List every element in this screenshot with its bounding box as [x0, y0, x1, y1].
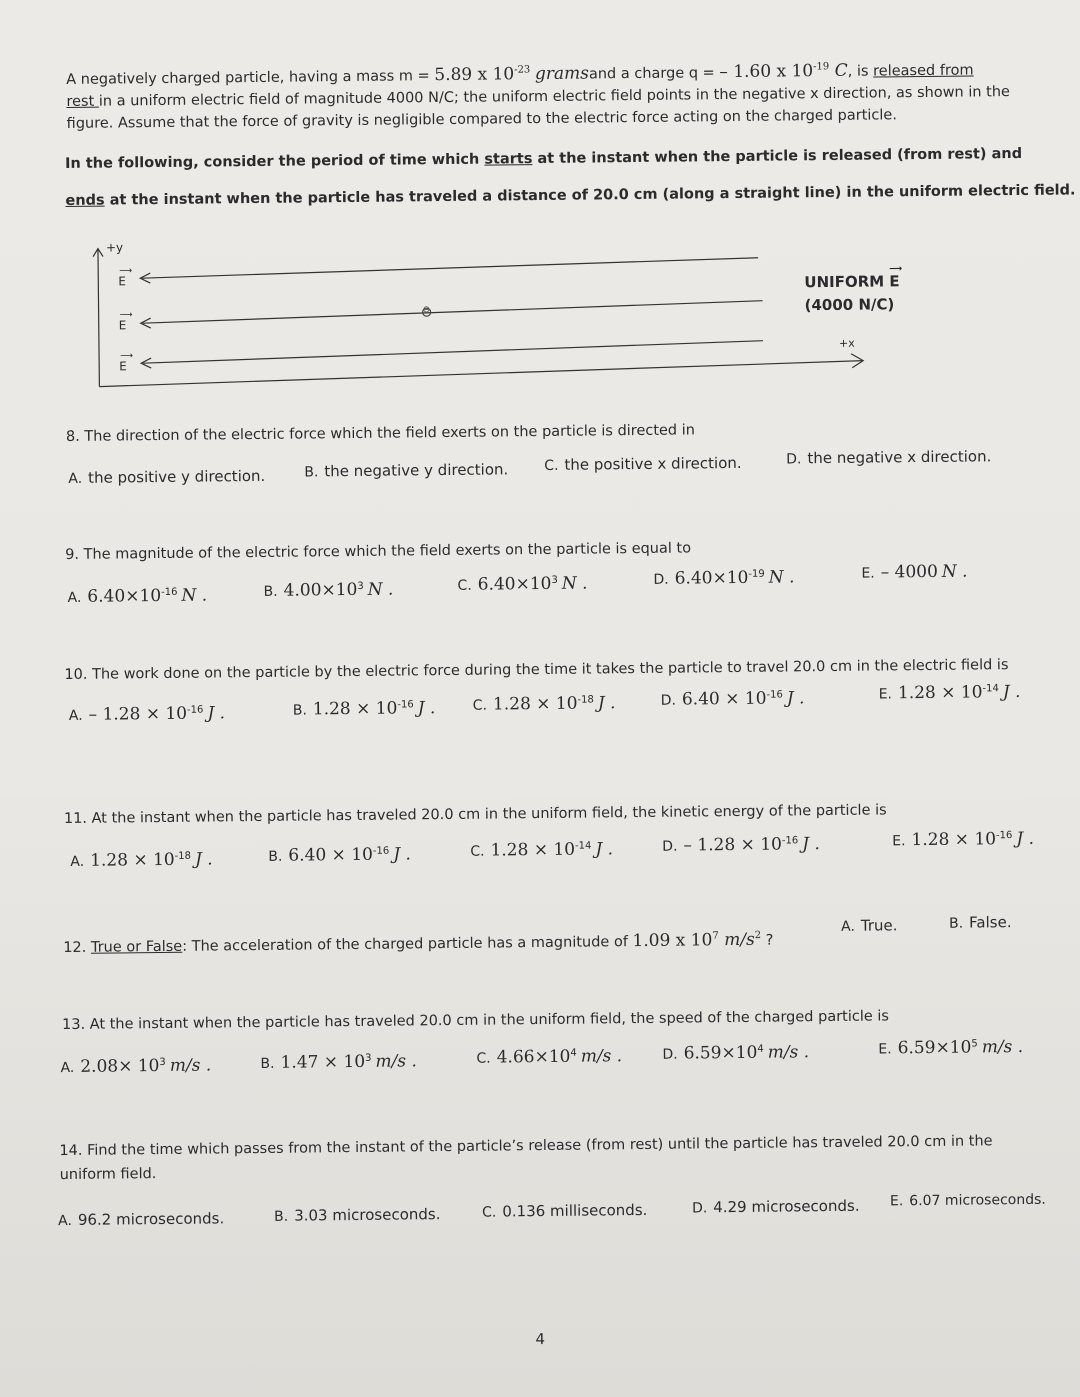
- q14-a-text: 96.2 microseconds.: [77, 1209, 225, 1229]
- field-vector-arrow-2: ⟶: [119, 310, 133, 321]
- q10-a-exponent: -16: [186, 704, 204, 716]
- q10-c-unit: J .: [597, 693, 616, 714]
- q11-a-value: 1.28 × 10: [90, 849, 175, 871]
- q12-question-mark: ?: [761, 932, 774, 949]
- q8-label-b: B.: [304, 464, 319, 481]
- mass-unit: [535, 63, 589, 84]
- q11-c-unit: J .: [595, 839, 614, 860]
- q14-label-b: B.: [274, 1208, 289, 1225]
- q11-label-a: A.: [70, 853, 85, 870]
- q12-choice-b[interactable]: [949, 913, 1012, 932]
- q9-c-value: 6.40×10: [477, 573, 552, 595]
- mass-mantissa: 5.89 x 10: [434, 64, 515, 86]
- q13-b-value: 1.47 × 10: [280, 1051, 366, 1073]
- intro-text-b: and a charge q =: [588, 65, 720, 83]
- q12-true-false: True or False: [90, 938, 183, 956]
- intro-text-c: , is: [847, 63, 874, 80]
- q13-choice-c[interactable]: [476, 1046, 622, 1068]
- q13-label-e: E.: [878, 1041, 892, 1058]
- field-line-2: [143, 301, 763, 323]
- q10-e-value: 1.28 × 10: [897, 682, 983, 704]
- q12-a-text: True.: [860, 916, 898, 935]
- q13-text: 13. At the instant when the particle has traveled 20.0 cm in the uniform field, the speed of the charged particle is: [61, 1008, 890, 1034]
- q13-c-value: 4.66×10: [496, 1046, 571, 1068]
- q11-label-b: B.: [268, 848, 283, 865]
- q14-text-line-2: uniform field.: [59, 1166, 157, 1184]
- q10-label-b: B.: [292, 702, 307, 719]
- q14-choice-e[interactable]: [890, 1192, 1046, 1210]
- uniform-vector: [889, 264, 903, 291]
- intro-line-1: [66, 59, 974, 89]
- q13-e-exponent: 5: [971, 1038, 978, 1050]
- q10-d-value: 6.40 × 10: [681, 688, 767, 710]
- q11-choice-d[interactable]: [662, 834, 820, 856]
- q13-d-exponent: 4: [757, 1043, 764, 1055]
- uniform-vector-arrow: ⟶: [889, 264, 903, 275]
- q11-choice-c[interactable]: [470, 839, 613, 860]
- mass-value: [434, 64, 530, 85]
- q9-d-unit: N .: [768, 567, 795, 588]
- q11-e-unit: J .: [1016, 828, 1035, 850]
- field-label-1: [118, 267, 132, 287]
- intro-text-a: A negatively charged particle, having a mass m =: [66, 68, 435, 88]
- q13-c-exponent: 4: [570, 1047, 577, 1059]
- field-label-2-text: E: [118, 318, 127, 333]
- q10-choice-b[interactable]: [293, 698, 436, 719]
- q10-d-exponent: -16: [766, 689, 783, 701]
- q14-c-text: 0.136 milliseconds.: [502, 1200, 648, 1221]
- q13-b-unit: m/s .: [375, 1051, 417, 1072]
- q10-label-e: E.: [878, 686, 893, 703]
- q14-d-text: 4.29 microseconds.: [713, 1196, 860, 1217]
- q11-b-unit: J .: [393, 844, 411, 865]
- q9-choice-c[interactable]: [457, 574, 587, 595]
- field-label-3-text: E: [119, 359, 127, 374]
- q13-d-value: 6.59×10: [683, 1042, 758, 1064]
- q10-b-exponent: -16: [397, 699, 414, 711]
- y-axis-label: +y: [105, 240, 124, 255]
- q10-label-a: A.: [68, 707, 83, 724]
- period-line-1: [65, 146, 1022, 172]
- q10-b-value: 1.28 × 10: [312, 698, 398, 720]
- q9-a-value: 6.40×10: [87, 585, 162, 607]
- q9-b-value: 4.00×10: [283, 579, 358, 601]
- q12-statement: : The acceleration of the charged particle has a magnitude of: [182, 934, 633, 955]
- q10-c-exponent: -18: [577, 694, 594, 706]
- q9-e-unit: N .: [941, 561, 968, 582]
- q13-choice-d[interactable]: [662, 1042, 809, 1064]
- q9-label-b: B.: [263, 583, 278, 600]
- q8-choice-d[interactable]: [786, 447, 991, 467]
- charge-value: [719, 61, 848, 82]
- q9-choice-b[interactable]: [263, 580, 393, 601]
- q9-label-d: D.: [653, 571, 669, 588]
- charge-exponent: -19: [813, 61, 830, 73]
- q13-choice-e[interactable]: [878, 1037, 1023, 1059]
- q14-choice-d[interactable]: [692, 1197, 860, 1217]
- q8-label-c: C.: [544, 457, 559, 474]
- q12-exponent: 7: [712, 930, 719, 942]
- q11-label-e: E.: [892, 833, 906, 850]
- q14-e-text: 6.07 microseconds.: [909, 1191, 1046, 1210]
- q8-d-text: the negative x direction.: [807, 447, 992, 468]
- q9-label-a: A.: [67, 589, 82, 606]
- uniform-label: [804, 264, 903, 292]
- q10-choice-a[interactable]: [69, 703, 225, 725]
- q11-c-exponent: -14: [574, 840, 592, 852]
- page-number: 4: [535, 1330, 546, 1349]
- field-vector-arrow-1: ⟶: [119, 266, 133, 277]
- q11-d-exponent: -16: [781, 835, 799, 847]
- q11-choice-b[interactable]: [268, 844, 411, 865]
- q11-label-d: D.: [662, 838, 678, 855]
- x-axis-line: [99, 361, 863, 387]
- period-text-a: In the following, consider the period of time which: [64, 151, 485, 172]
- q10-e-unit: J .: [1002, 682, 1021, 703]
- q10-b-unit: J .: [417, 698, 436, 719]
- field-line-1: [142, 258, 758, 278]
- q9-a-exponent: -16: [161, 586, 178, 598]
- field-label-1-text: E: [118, 274, 126, 289]
- uniform-vector-text: E: [889, 272, 900, 291]
- particle-charge-sign: ⊖: [422, 305, 431, 316]
- q12-unit-exponent: 2: [754, 930, 762, 942]
- q11-b-exponent: -16: [372, 845, 390, 857]
- q9-choice-d[interactable]: [653, 567, 794, 588]
- q13-choice-b[interactable]: [260, 1051, 417, 1073]
- q10-e-exponent: -14: [982, 683, 999, 695]
- q8-choice-b[interactable]: [304, 460, 508, 480]
- q12-value: [632, 930, 761, 951]
- q9-e-value: – 4000: [880, 561, 938, 583]
- y-axis-line: [98, 249, 99, 387]
- released-from-text: released from: [873, 62, 974, 80]
- q14-label-d: D.: [691, 1200, 708, 1217]
- q11-b-value: 6.40 × 10: [288, 844, 374, 866]
- intro-line-3: [67, 107, 897, 132]
- q12-label-a: A.: [841, 918, 855, 935]
- q13-label-a: A.: [60, 1059, 75, 1077]
- q9-text: 9. The magnitude of the electric force which the field exerts on the particle is equal to: [65, 540, 692, 563]
- q9-a-unit: N .: [181, 585, 208, 606]
- period-text-c: at the instant when the particle has traveled a distance of 20.0 cm (along a straight line) in the uniform electric field.: [104, 182, 1076, 209]
- q8-b-text: the negative y direction.: [324, 460, 509, 481]
- field-label-2: [119, 311, 133, 331]
- q9-b-exponent: 3: [357, 580, 364, 592]
- ends-text: ends: [65, 192, 105, 209]
- q10-c-value: 1.28 × 10: [492, 693, 578, 715]
- q12-b-text: False.: [969, 913, 1012, 932]
- q14-b-text: 3.03 microseconds.: [294, 1205, 441, 1225]
- q14-choice-a[interactable]: [58, 1209, 224, 1229]
- q8-label-a: A.: [68, 470, 83, 487]
- q13-a-exponent: 3: [159, 1056, 166, 1069]
- q12-choice-a[interactable]: [841, 916, 898, 935]
- q11-choice-a[interactable]: [70, 849, 212, 870]
- q8-label-d: D.: [786, 451, 802, 468]
- q14-choice-c[interactable]: [482, 1201, 647, 1221]
- q12-mantissa: 1.09 x 10: [632, 930, 713, 952]
- q14-label-a: A.: [58, 1212, 72, 1230]
- q13-label-d: D.: [662, 1046, 678, 1063]
- q8-choice-a[interactable]: [68, 467, 265, 487]
- q8-text: 8. The direction of the electric force which the field exerts on the particle is directed in: [65, 422, 696, 445]
- q11-a-exponent: -18: [174, 850, 192, 862]
- q10-choice-d[interactable]: [661, 688, 805, 710]
- intro-line-2: [66, 84, 1010, 110]
- q13-e-value: 6.59×10: [897, 1037, 972, 1059]
- q12-number: 12.: [63, 939, 92, 957]
- q10-label-d: D.: [660, 692, 677, 709]
- q9-c-unit: N .: [561, 573, 588, 594]
- intro-line-3-text: figure. Assume that the force of gravity is negligible compared to the electric force acting on the charged particle.: [66, 107, 897, 132]
- q11-e-value: 1.28 × 10: [911, 829, 997, 851]
- x-axis-label: +x: [838, 336, 855, 350]
- q10-choice-c[interactable]: [473, 693, 616, 714]
- q12-text: [63, 930, 773, 957]
- intro-line-2-text: in a uniform electric field of magnitude 4000 N/C; the uniform electric field points in the negative x direction, as shown in the: [98, 84, 1011, 110]
- q14-label-c: C.: [481, 1204, 497, 1221]
- period-line-2: [65, 182, 1075, 209]
- field-magnitude-label: (4000 N/C): [804, 295, 895, 315]
- q13-b-exponent: 3: [364, 1052, 372, 1064]
- charge-unit: C: [834, 60, 848, 81]
- q11-d-unit: J .: [802, 834, 820, 855]
- q13-label-b: B.: [260, 1055, 275, 1072]
- q13-choice-a[interactable]: [60, 1055, 211, 1077]
- q13-e-unit: m/s .: [981, 1036, 1024, 1058]
- q11-label-c: C.: [470, 843, 485, 860]
- q11-e-exponent: -16: [995, 830, 1013, 842]
- q12-unit: m/s: [724, 929, 755, 951]
- q10-choice-e[interactable]: [879, 682, 1021, 703]
- q10-d-unit: J .: [786, 688, 805, 709]
- q9-c-exponent: 3: [551, 574, 558, 586]
- q13-a-unit: m/s .: [169, 1055, 212, 1076]
- q11-a-unit: J .: [194, 849, 213, 870]
- charge-mantissa: – 1.60 x 10: [719, 61, 814, 83]
- uniform-label-text: UNIFORM: [804, 272, 885, 292]
- mass-unit-text: grams: [534, 63, 590, 85]
- q9-b-unit: N .: [367, 579, 394, 600]
- q8-a-text: the positive y direction.: [88, 466, 266, 487]
- q9-choice-e[interactable]: [861, 562, 967, 583]
- q9-d-exponent: -19: [748, 568, 765, 580]
- q13-c-unit: m/s .: [580, 1046, 623, 1067]
- q11-choice-e[interactable]: [892, 829, 1034, 850]
- q11-text: 11. At the instant when the particle has traveled 20.0 cm in the uniform field, the kinetic energy of the particle is: [63, 802, 887, 828]
- q9-label-c: C.: [457, 577, 472, 594]
- q8-c-text: the positive x direction.: [564, 453, 742, 474]
- q12-label-b: B.: [948, 915, 964, 932]
- q13-label-c: C.: [476, 1050, 491, 1067]
- field-line-3: [143, 341, 763, 363]
- q9-label-e: E.: [861, 565, 875, 582]
- field-label-3: [119, 352, 133, 372]
- field-diagram: [88, 232, 890, 400]
- q9-choice-a[interactable]: [67, 586, 207, 607]
- q14-text-line-1: 14. Find the time which passes from the instant of the particle’s release (from rest) until the particle has traveled 20.0 cm in the: [59, 1133, 993, 1160]
- q10-label-c: C.: [472, 697, 488, 714]
- starts-text: starts: [484, 151, 533, 168]
- rest-text: rest: [66, 93, 99, 110]
- q11-d-value: – 1.28 × 10: [683, 834, 783, 856]
- field-vector-arrow-3: ⟶: [120, 351, 134, 362]
- q11-c-value: 1.28 × 10: [490, 839, 576, 861]
- q13-d-unit: m/s .: [767, 1042, 810, 1063]
- mass-exponent: -23: [514, 64, 531, 76]
- q10-a-unit: J .: [207, 703, 226, 724]
- q14-label-e: E.: [889, 1193, 904, 1210]
- q14-choice-b[interactable]: [274, 1205, 441, 1225]
- q9-d-value: 6.40×10: [674, 567, 749, 589]
- q13-a-value: 2.08× 10: [80, 1056, 160, 1077]
- field-figure: [88, 232, 903, 400]
- q10-a-value: – 1.28 × 10: [88, 703, 188, 725]
- q10-text: 10. The work done on the particle by the electric force during the time it takes the particle to travel 20.0 cm in the electric field is: [64, 657, 1009, 684]
- q8-choice-c[interactable]: [544, 454, 742, 474]
- period-text-b: at the instant when the particle is released (from rest) and: [532, 145, 1023, 168]
